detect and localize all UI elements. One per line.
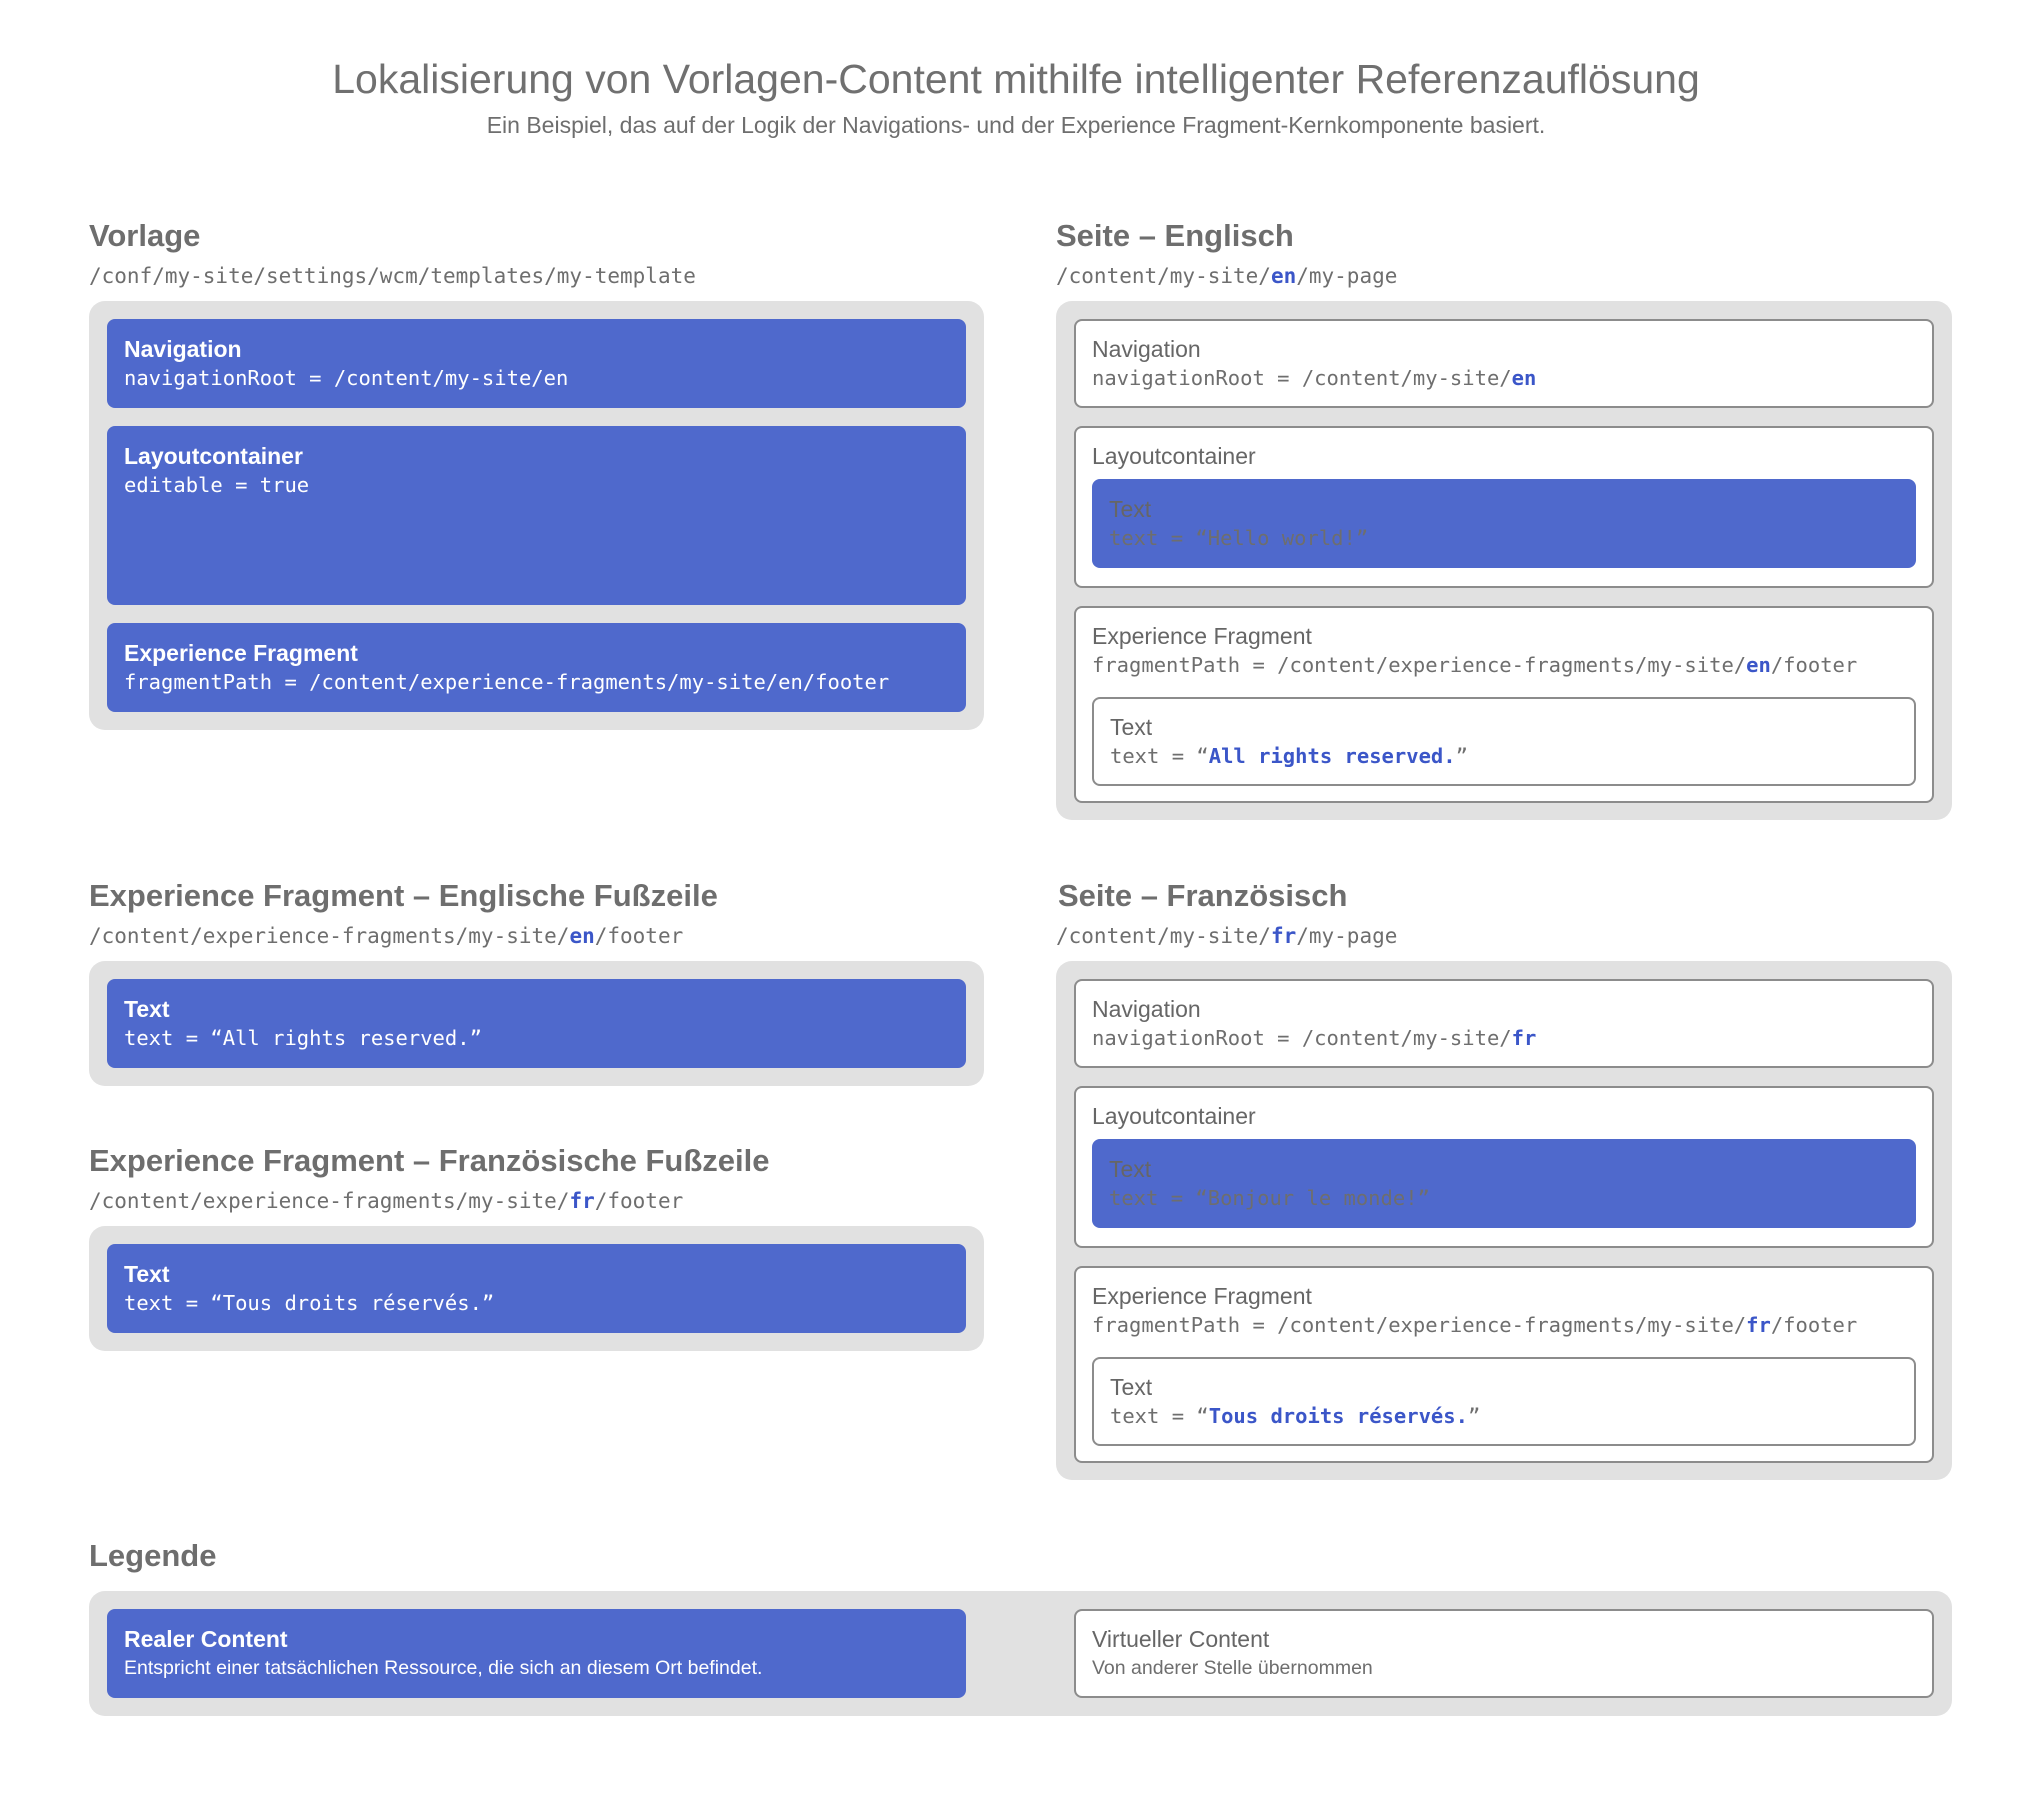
xf-fr-panel	[89, 1226, 984, 1351]
legend-title: Legende	[89, 1538, 217, 1573]
page-en-layout-name: Layoutcontainer	[1092, 443, 1256, 469]
page-en-xf-text-name: Text	[1110, 714, 1153, 740]
xf-fr-text-prop: text = “Tous droits réservés.”	[124, 1291, 495, 1315]
xf-fr-text-box	[107, 1244, 966, 1333]
page-en-text-box	[1092, 479, 1916, 568]
legend-virtual-name: Virtueller Content	[1092, 1626, 1270, 1652]
template-xf-name: Experience Fragment	[124, 640, 358, 666]
legend-virtual-desc: Von anderer Stelle übernommen	[1092, 1657, 1373, 1679]
legend-real-name: Realer Content	[124, 1626, 288, 1652]
template-panel	[89, 301, 984, 730]
legend-virtual-box	[1074, 1609, 1934, 1698]
page-fr-xf-text-prop: text = “Tous droits réservés.”	[1110, 1404, 1481, 1428]
page-en-navigation-name: Navigation	[1092, 336, 1201, 362]
xf-fr-text-name: Text	[124, 1261, 170, 1287]
page-en-xf-prop: fragmentPath = /content/experience-fragments/my-site/en/footer	[1092, 653, 1858, 677]
page-en-text-name: Text	[1109, 496, 1152, 522]
template-title: Vorlage	[89, 218, 201, 253]
diagram-subtitle: Ein Beispiel, das auf der Logik der Navigations- und der Experience Fragment-Kernkomponente basiert.	[486, 112, 1546, 138]
template-navigation-name: Navigation	[124, 336, 242, 362]
template-layout-box	[107, 426, 966, 605]
page-fr-layout-name: Layoutcontainer	[1092, 1103, 1256, 1129]
page-fr-xf-text-name: Text	[1110, 1374, 1153, 1400]
xf-en-panel	[89, 961, 984, 1086]
page-en-xf-text-prop: text = “All rights reserved.”	[1110, 744, 1468, 768]
legend-real-desc: Entspricht einer tatsächlichen Ressource, die sich an diesem Ort befindet.	[124, 1657, 763, 1679]
page-fr-path: /content/my-site/fr/my-page	[1056, 924, 1398, 948]
page-fr-text-box	[1092, 1139, 1916, 1228]
page-fr-xf-prop: fragmentPath = /content/experience-fragments/my-site/fr/footer	[1092, 1313, 1858, 1337]
xf-en-path: /content/experience-fragments/my-site/en/footer	[89, 924, 684, 948]
page-fr-text-prop: text = “Bonjour le monde!”	[1109, 1186, 1430, 1210]
page-fr-xf-box	[1074, 1266, 1934, 1463]
diagram-title: Lokalisierung von Vorlagen-Content mithilfe intelligenter Referenzauflösung	[332, 56, 1700, 102]
page-en-panel	[1056, 301, 1952, 820]
template-navigation-prop: navigationRoot = /content/my-site/en	[124, 366, 569, 390]
page-fr-text-name: Text	[1109, 1156, 1152, 1182]
page-en-text-prop: text = “Hello world!”	[1109, 526, 1369, 550]
page-fr-navigation-name: Navigation	[1092, 996, 1201, 1022]
xf-fr-title: Experience Fragment – Französische Fußzeile	[89, 1143, 770, 1178]
page-en-title: Seite – Englisch	[1056, 218, 1294, 253]
legend-panel	[89, 1591, 1952, 1716]
page-en-xf-text-box	[1092, 697, 1916, 786]
template-layout-prop: editable = true	[124, 473, 310, 497]
template-navigation-box	[107, 319, 966, 408]
template-xf-box	[107, 623, 966, 712]
page-fr-navigation-prop: navigationRoot = /content/my-site/fr	[1092, 1026, 1537, 1050]
page-fr-layout-box	[1074, 1086, 1934, 1248]
page-en-xf-box	[1074, 606, 1934, 803]
page-en-navigation-box	[1074, 319, 1934, 408]
page-fr-title: Seite – Französisch	[1058, 878, 1348, 913]
page-fr-panel	[1056, 961, 1952, 1480]
page-en-layout-box	[1074, 426, 1934, 588]
xf-en-text-box	[107, 979, 966, 1068]
page-en-navigation-prop: navigationRoot = /content/my-site/en	[1092, 366, 1537, 390]
page-en-xf-name: Experience Fragment	[1092, 623, 1312, 649]
page-fr-xf-text-box	[1092, 1357, 1916, 1446]
xf-en-title: Experience Fragment – Englische Fußzeile	[89, 878, 718, 913]
xf-en-text-name: Text	[124, 996, 170, 1022]
template-layout-name: Layoutcontainer	[124, 443, 303, 469]
xf-en-text-prop: text = “All rights reserved.”	[124, 1026, 482, 1050]
template-path: /conf/my-site/settings/wcm/templates/my-template	[89, 264, 696, 288]
page-fr-xf-name: Experience Fragment	[1092, 1283, 1312, 1309]
legend-real-box	[107, 1609, 966, 1698]
page-en-path: /content/my-site/en/my-page	[1056, 264, 1398, 288]
template-xf-prop: fragmentPath = /content/experience-fragments/my-site/en/footer	[124, 670, 890, 694]
page-fr-navigation-box	[1074, 979, 1934, 1068]
xf-fr-path: /content/experience-fragments/my-site/fr/footer	[89, 1189, 684, 1213]
